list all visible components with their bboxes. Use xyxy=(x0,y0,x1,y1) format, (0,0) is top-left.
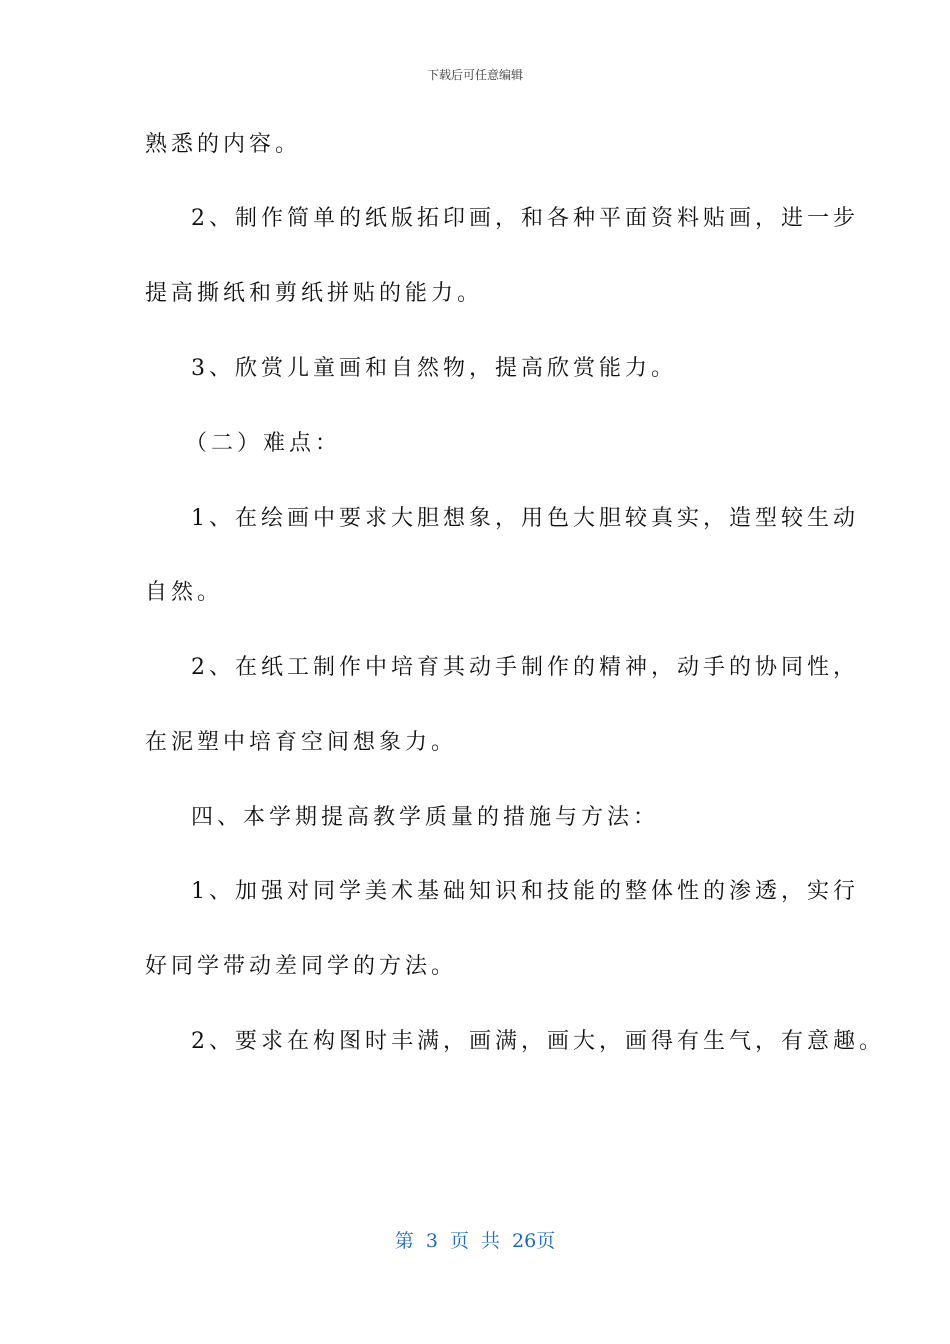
text-line: （二）难点： xyxy=(185,431,342,456)
page-number-footer: 第 3 页 共 26页 xyxy=(394,1230,556,1252)
text-line: 1、在绘画中要求大胆想象，用色大胆较真实，造型较生动 xyxy=(191,506,859,531)
text-line: 2、制作简单的纸版拓印画，和各种平面资料贴画，进一步 xyxy=(191,206,859,231)
section-heading: 四、本学期提高教学质量的措施与方法： xyxy=(191,805,660,830)
text-line: 2、要求在构图时丰满，画满，画大，画得有生气，有意趣。 xyxy=(191,1029,885,1054)
text-line: 提高撕纸和剪纸拼贴的能力。 xyxy=(145,281,484,306)
page-header: 下载后可任意编辑 xyxy=(426,68,523,82)
text-line: 熟悉的内容。 xyxy=(145,132,302,157)
text-line: 好同学带动差同学的方法。 xyxy=(145,954,458,979)
text-line: 2、在纸工制作中培育其动手制作的精神，动手的协同性， xyxy=(191,655,859,680)
text-line: 3、欣赏儿童画和自然物，提高欣赏能力。 xyxy=(191,356,677,381)
text-line: 自然。 xyxy=(145,580,224,605)
text-line: 1、加强对同学美术基础知识和技能的整体性的渗透，实行 xyxy=(191,879,859,904)
text-line: 在泥塑中培育空间想象力。 xyxy=(145,730,458,755)
